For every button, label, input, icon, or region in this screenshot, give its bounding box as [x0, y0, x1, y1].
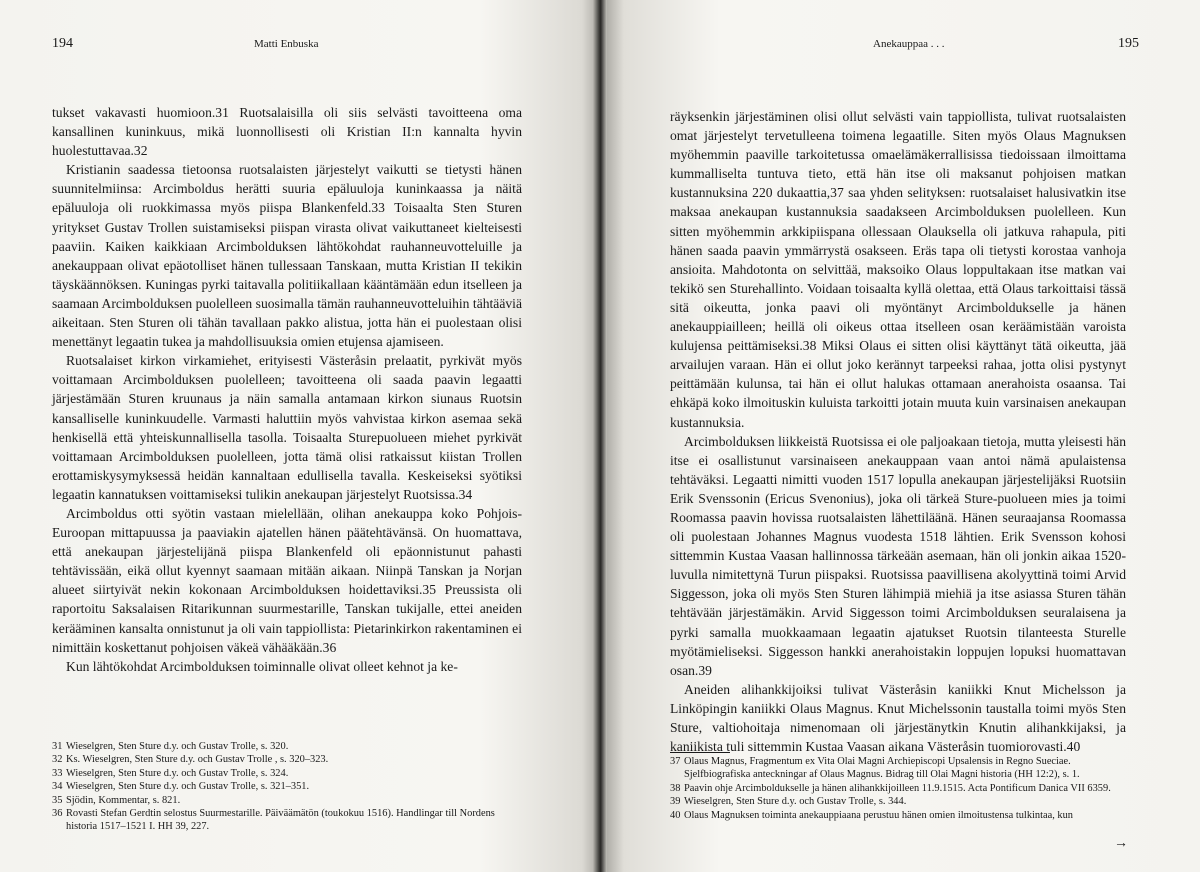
footnote	[670, 809, 1130, 822]
paragraph: Arcimboldus otti syötin vastaan mielellään, olihan anekauppa koko Pohjois-Euroopan mittapuussa ja paaviakin ajatellen hänen päätehtävänsä. On huomattava, että anekaupan järjestelijänä piispa Blankenfeld oli epäonnistunut pahasti tehtävissään, eikä ollut kyennyt saamaan mitään aikaan. Niinpä Tanskan ja Norjan alueet siirtyivät nekin kokonaan Arcimbolduksen hoidettaviksi.35 Preussista oli raportoitu Saksalaisen Ritarikunnan suurmestarille, Tanskan tukijalle, ettei aneiden kerääminen kansalta onnistunut ja oli vain tappiollista: Pietarinkirkon rakentaminen ei nimittäin koskettanut pohjoisen väkeä vähääkään.36	[52, 505, 522, 655]
footnote-number: 32	[52, 754, 63, 766]
right-page	[600, 0, 1200, 872]
footnote	[52, 794, 522, 807]
footnote-text: Sjödin, Kommentar, s. 821.	[66, 794, 181, 806]
footnote-text: Wieselgren, Sten Sture d.y. och Gustav Trolle, s. 344.	[684, 796, 907, 808]
footnote	[52, 780, 522, 793]
footnote-text: Paavin ohje Arcimboldukselle ja hänen alihankkijoilleen 11.9.1515. Acta Pontificum Danica VII 6359.	[684, 782, 1111, 794]
footnote-text: Olaus Magnus, Fragmentum ex Vita Olai Magni Archiepiscopi Upsalensis in Regno Sueciae. Sjelfbiografiska anteckningar af Olaus Magnus. Bidrag till Olai Magni historia (HH 12:2), s. 1.	[684, 756, 1080, 781]
footnote-text: Ks. Wieselgren, Sten Sture d.y. och Gustav Trolle , s. 320–323.	[66, 754, 329, 766]
footnote-number: 37	[670, 756, 681, 767]
continuation-arrow-icon: →	[1114, 836, 1128, 851]
footnote-text: Wieselgren, Sten Sture d.y. och Gustav Trolle, s. 321–351.	[66, 781, 310, 793]
paragraph: tukset vakavasti huomioon.31 Ruotsalaisilla oli siis selvästi tavoitteena oma kansallinen kuninkuus, mikä luonnollisesti oli Kristian II:n kannalta hyvin huolestuttavaa.32	[52, 105, 522, 159]
footnote	[52, 753, 522, 766]
footnote-text: Olaus Magnuksen toiminta anekauppiaana perustuu hänen omien ilmoitustensa tulkintaa, kun	[684, 809, 1073, 821]
running-head: Anekauppaa . . .	[873, 38, 945, 50]
footnote-number: 34	[52, 781, 63, 793]
footnote-number: 36	[52, 808, 63, 820]
paragraph: Kun lähtökohdat Arcimbolduksen toiminnalle olivat olleet kehnot ja ke-	[66, 658, 458, 674]
footnote-rule	[670, 752, 730, 753]
footnote	[52, 767, 522, 780]
footnote	[670, 795, 1130, 808]
footnote-text: Wieselgren, Sten Sture d.y. och Gustav Trolle, s. 324.	[66, 767, 289, 779]
footnote-number: 40	[670, 809, 681, 821]
page-number: 194	[52, 36, 73, 51]
footnotes	[52, 740, 522, 834]
footnote	[52, 807, 522, 834]
running-head: Matti Enbuska	[254, 38, 319, 50]
book-gutter	[593, 0, 607, 872]
paragraph: Ruotsalaiset kirkon virkamiehet, erityisesti Västeråsin prelaatit, pyrkivät myös voittamaan Arcimbolduksen puolelleen; tavoitteena oli saada paavin legaatti järjestämään Sturen kruunaus ja näin samalla antamaan kirkon siunaus Ruotsin kansalliselle kuninkuudelle. Varmasti haluttiin myös vahvistaa kirkon asemaa sekä henkisellä että yhteiskunnallisella tasolla. Toisaalta Sturepuolueen miehet pyrkivät voittamaan Arcimbolduksen puolelleen, jotta tämä olisi ratkaissut kiistan Trollen erottamiskysymyksessä heidän kannaltaan edullisella tavalla. Keskeiseksi syötiksi legaatin kannatuksen voittamiseksi tulikin anekaupan järjestelyt Ruotsissa.34	[52, 353, 522, 502]
footnote-text: Rovasti Stefan Gerdtin selostus Suurmestarille. Päiväämätön (toukokuu 1516). Handlingar till Nordens historia 1517–1521 I. HH 39, 227.	[66, 808, 495, 833]
footnote	[670, 755, 1130, 782]
footnote	[52, 740, 522, 753]
footnote-number: 38	[670, 782, 681, 794]
paragraph: räyksenkin järjestäminen olisi ollut selvästi vain tappiollista, tulivat ruotsalaisten omat järjestelyt tervetulleena toimena legaatille. Siten myös Olaus Magnuksen myöhemmin paaville tarkoitetussa omaelämäkerrallisissa tiedoissaan ilmoittama kummalliselta tuntuva tieto, että hän itse oli maksanut pohjoisen matkan kustannuksina 220 dukaattia,37 saa yhden selityksen: ruotsalaiset halusivatkin itse maksaa anekaupan kustannuksia saadakseen Arcimbolduksen puolelleen. Kun sitten myöhemmin arkkipiispana ollessaan Olauksella oli jatkuva rahapula, piti hänen saada paavin ymmärrystä osakseen. Eräs tapa oli tietysti korostaa vanhoja ansioita. Mahdotonta on selvittää, maksoiko Olaus loppultakaan itse matkan vai tekikö sen Sturehallinto. Voidaan toisaalta kyllä olettaa, että Olaus tarkoittaisi tässä sitä oikeutta, jonka paavi oli myöntänyt Arcimboldukselle ja hänen anekauppiailleen; heillä oli oikeus ottaa itselleen osan keräämistään varoista kulujensa peittämiseksi.38 Miksi Olaus ei sitten olisi käyttänyt tätä oikeutta, jää arvailujen varaan. Hän ei ollut joko kerännyt tarpeeksi rahaa, jotta olisi pystynyt peittämään kulunsa, tai hän ei ollut halukas ottamaan anerahoista osaansa. Tai ehkäpä koko ilmoituskin kuluista tarkoitti jotain muuta kuin varsinaisen anekaupan kustannuksia.	[670, 109, 1126, 430]
paragraph: Aneiden alihankkijoiksi tulivat Västeråsin kaniikki Knut Michelsson ja Linköpingin kaniikki Olaus Magnus. Knut Michelssonin taustalla toimi myös Sten Sture, valtiohoitaja nimenomaan oli järjestänytkin Knutin alihankkijaksi, ja kaniikista tuli sittemmin Kustaa Vaasan aikana Västeråsin tuomiorovasti.40	[670, 681, 1126, 755]
footnote-number: 31	[52, 741, 63, 752]
footnote	[670, 782, 1130, 795]
footnote-text: Wieselgren, Sten Sture d.y. och Gustav Trolle, s. 320.	[66, 741, 289, 752]
footnote-number: 35	[52, 794, 63, 806]
footnotes	[670, 752, 1130, 822]
paragraph: Arcimbolduksen liikkeistä Ruotsissa ei ole paljoakaan tietoja, mutta yleisesti hän itse ei osallistunut varsinaiseen anekauppaan vaan antoi nämä apulaistensa tehtäväksi. Legaatti nimitti vuoden 1517 lopulla anekaupan järjestelijäksi Ruotsiin Erik Svenssonin (Ericus Svenonius), joka oli tärkeä Sture-puolueen mies ja toimi Roomassa paavin hovissa ruotsalaisten lähettiläänä. Hänen seuraajansa Roomassa oli puolestaan Johannes Magnus vuodesta 1518 lähtien. Erik Svensson kohosi sittemmin Kustaa Vaasan hallinnossa tärkeään asemaan, hän oli jonkin aikaa 1520-luvulla nimitettynä Turun piispaksi. Ruotsissa paavillisena akolyyttinä toimi Arvid Siggesson, joka oli myös Sten Sturen lähimpiä miehiä ja itse asiassa Sturen tähän tehtävään järjestämäkin. Arvid Siggesson toimi Arcimbolduksen seuralaisena ja pyrki samalla muokkaamaan legaatin ajatukset Ruotsin tilanteesta Sturelle myötämieliseksi. Siggesson hankki anerahoistakin loppujen lopuksi huomattavan osan.39	[670, 433, 1126, 678]
body-text	[52, 103, 522, 676]
body-text	[670, 107, 1126, 756]
paragraph: Kristianin saadessa tietoonsa ruotsalaisten järjestelyt vaikutti se tietysti hänen suunnitelmiinsa: Arcimboldus herätti suuria epäluuloja kuninkaassa ja näitä epäluuloja oli ruokkimassa myös piispa Blankenfeld.33 Toisaalta Sten Sturen yritykset Gustav Trollen suistamiseksi piispan virasta olivat vaikuttaneet kielteisesti paaviin. Kaiken kaikkiaan Arcimbolduksen lähtökohdat rauhanneuvotteluille ja anekauppaan olivat epäotolliset hänen tullessaan Tanskaan, mutta Kristian II tekikin täyskäännöksen. Kuningas pyrki taitavalla politiikallaan kääntämään edun itselleen ja saamaan Arcimbolduksen puolelleen suosimalla tämän rauhanneuvotteluihin tähtääviä aikeitaan. Sten Sturen oli tähän tavallaan pakko alistua, jotta hän ei puolestaan olisi menettänyt legaatin tukea ja mahdollisuuksia omien etujensa ajamiseen.	[52, 162, 522, 350]
footnote-number: 39	[670, 796, 681, 808]
page-number: 195	[1118, 36, 1139, 51]
footnote-number: 33	[52, 767, 63, 779]
